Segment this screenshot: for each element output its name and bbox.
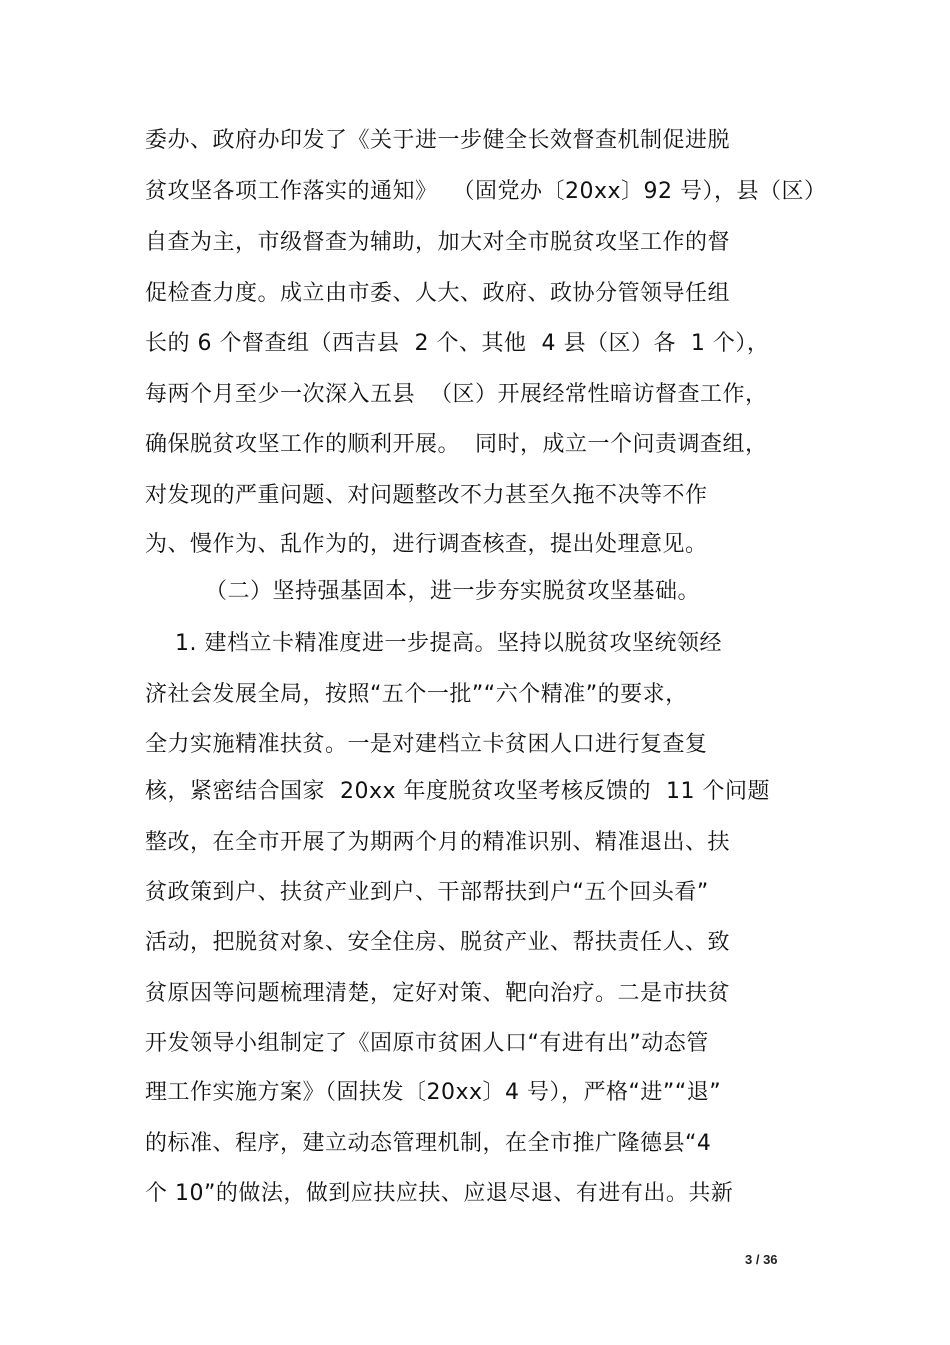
text-line: 个 10”的做法，做到应扶应扶、应退尽退、有进有出。共新 [145, 1181, 734, 1206]
text-line: 核，紧密结合国家 20xx 年度脱贫攻坚考核反馈的 11 个问题 [145, 779, 770, 804]
text-line: 长的 6 个督查组（西吉县 2 个、其他 4 县（区）各 1 个）， [145, 331, 770, 356]
text-line: 的标准、程序，建立动态管理机制，在全市推广隆德县“4 [145, 1131, 712, 1156]
text-line: 委办、政府办印发了《关于进一步健全长效督查机制促进脱 [145, 128, 731, 153]
text-line: 全力实施精准扶贫。一是对建档立卡贫困人口进行复查复 [145, 732, 708, 757]
page-number: 3 / 36 [745, 1252, 778, 1267]
text-line: 开发领导小组制定了《固原市贫困人口“有进有出”动态管 [145, 1031, 709, 1056]
text-line: 确保脱贫攻坚工作的顺利开展。 同时，成立一个问责调查组， [145, 432, 768, 457]
text-line: 济社会发展全局，按照“五个一批”“六个精准”的要求， [145, 682, 688, 707]
text-line: 理工作实施方案》（固扶发〔20xx〕4 号），严格“进”“退” [145, 1080, 722, 1105]
text-line: 活动，把脱贫对象、安全住房、脱贫产业、帮扶责任人、致 [145, 930, 731, 955]
text-line: 自查为主，市级督查为辅助，加大对全市脱贫攻坚工作的督 [145, 230, 731, 255]
paragraph-first-line: 1. 建档立卡精准度进一步提高。坚持以脱贫攻坚统领经 [145, 631, 722, 656]
text-line: 促检查力度。成立由市委、人大、政府、政协分管领导任组 [145, 281, 731, 306]
section-heading: （二）坚持强基固本，进一步夯实脱贫攻坚基础。 [145, 579, 700, 604]
text-line: 贫攻坚各项工作落实的通知》 （固党办〔20xx〕92 号），县（区） [145, 179, 827, 204]
text-line: 贫原因等问题梳理清楚，定好对策、靶向治疗。二是市扶贫 [145, 981, 731, 1006]
text-line: 对发现的严重问题、对问题整改不力甚至久拖不决等不作 [145, 483, 708, 508]
text-line: 贫政策到户、扶贫产业到户、干部帮扶到户“五个回头看” [145, 880, 709, 905]
text-line: 整改，在全市开展了为期两个月的精准识别、精准退出、扶 [145, 830, 731, 855]
text-line: 每两个月至少一次深入五县 （区）开展经常性暗访督查工作， [145, 382, 768, 407]
text-line: 为、慢作为、乱作为的，进行调查核查，提出处理意见。 [145, 532, 708, 557]
